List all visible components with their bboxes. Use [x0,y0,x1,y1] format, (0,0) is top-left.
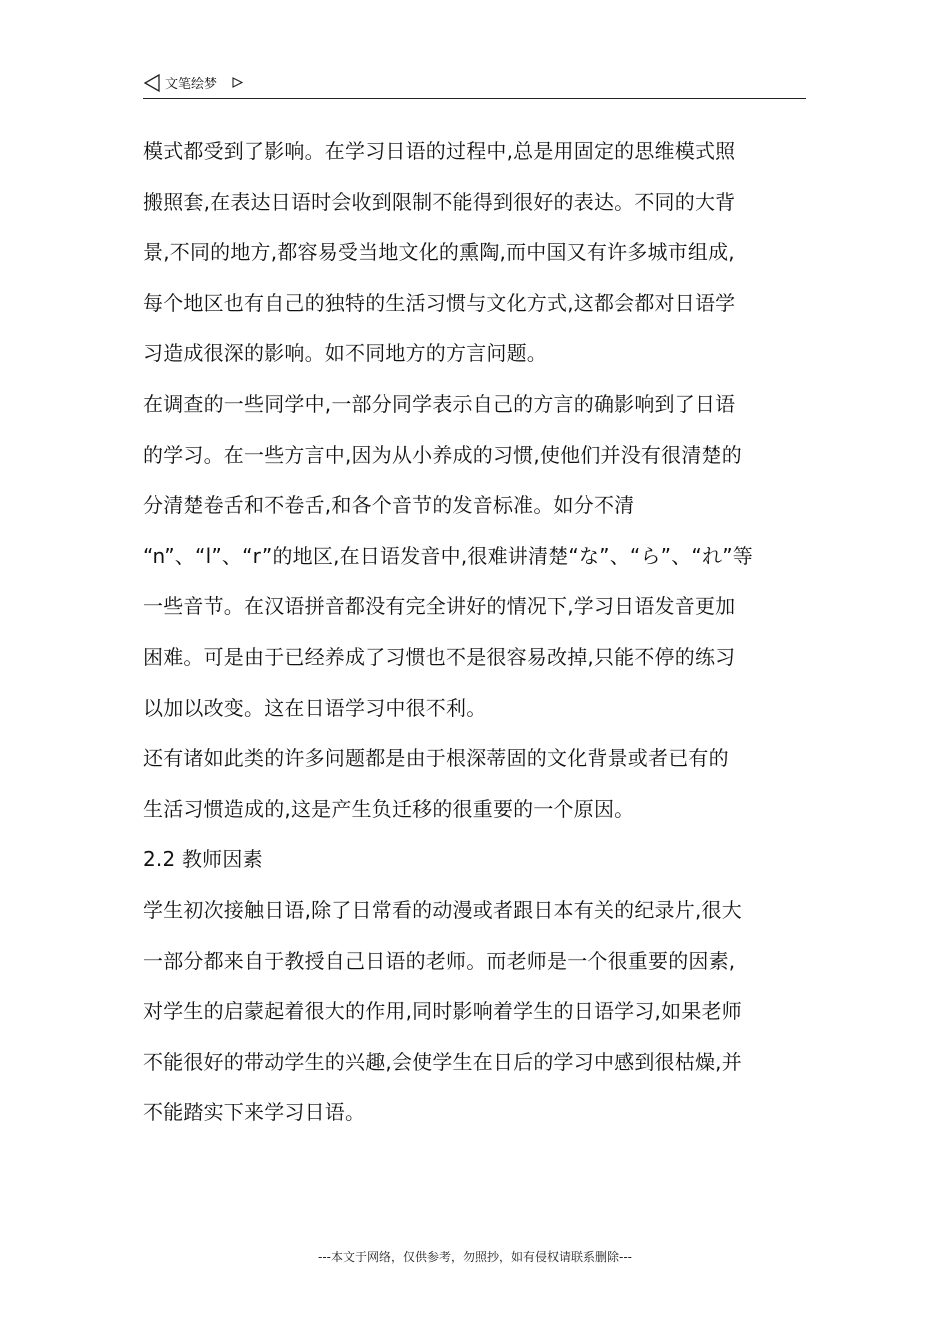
text-line: 一部分都来自于教授自己日语的老师。而老师是一个很重要的因素, [143,948,736,973]
left-triangle-icon [143,74,161,92]
text-line: 以加以改变。这在日语学习中很不利。 [143,695,487,720]
text-line: 不能很好的带动学生的兴趣,会使学生在日后的学习中感到很枯燥,并 [143,1049,742,1074]
section-heading: 2.2 教师因素 [143,847,263,872]
text-line: 模式都受到了影响。在学习日语的过程中,总是用固定的思维模式照 [143,139,736,163]
right-triangle-icon [232,77,243,88]
text-line: 在调查的一些同学中,一部分同学表示自己的方言的确影响到了日语 [143,391,736,416]
text-line: 搬照套,在表达日语时会收到限制不能得到很好的表达。不同的大背 [143,189,736,214]
text-line: 习造成很深的影响。如不同地方的方言问题。 [143,341,547,366]
text-line: 学生初次接触日语,除了日常看的动漫或者跟日本有关的纪录片,很大 [143,897,742,922]
document-body [143,126,811,1138]
text-line: 困难。可是由于已经养成了习惯也不是很容易改掉,只能不停的练习 [143,644,736,669]
text-line: “n”、“l”、“r”的地区,在日语发音中,很难讲清楚“な”、“ら”、“れ”等 [143,543,753,568]
text-line: 对学生的启蒙起着很大的作用,同时影响着学生的日语学习,如果老师 [143,999,742,1024]
text-line: 还有诸如此类的许多问题都是由于根深蒂固的文化背景或者已有的 [143,746,729,771]
header-title: 文笔绘梦 [165,77,218,92]
text-line: 每个地区也有自己的独特的生活习惯与文化方式,这都会都对日语学 [143,290,736,315]
text-line: 分清楚卷舌和不卷舌,和各个音节的发音标准。如分不清 [143,493,635,518]
text-line: 不能踏实下来学习日语。 [143,1100,366,1125]
page-footer-disclaimer: ---本文于网络，仅供参考，勿照抄，如有侵权请联系删除--- [318,1250,632,1264]
text-line: 景,不同的地方,都容易受当地文化的熏陶,而中国又有许多城市组成, [143,240,735,265]
text-line: 一些音节。在汉语拼音都没有完全讲好的情况下,学习日语发音更加 [143,594,736,619]
text-line: 的学习。在一些方言中,因为从小养成的习惯,使他们并没有很清楚的 [143,442,742,467]
text-line: 生活习惯造成的,这是产生负迁移的很重要的一个原因。 [143,796,635,821]
page-header [143,72,806,99]
